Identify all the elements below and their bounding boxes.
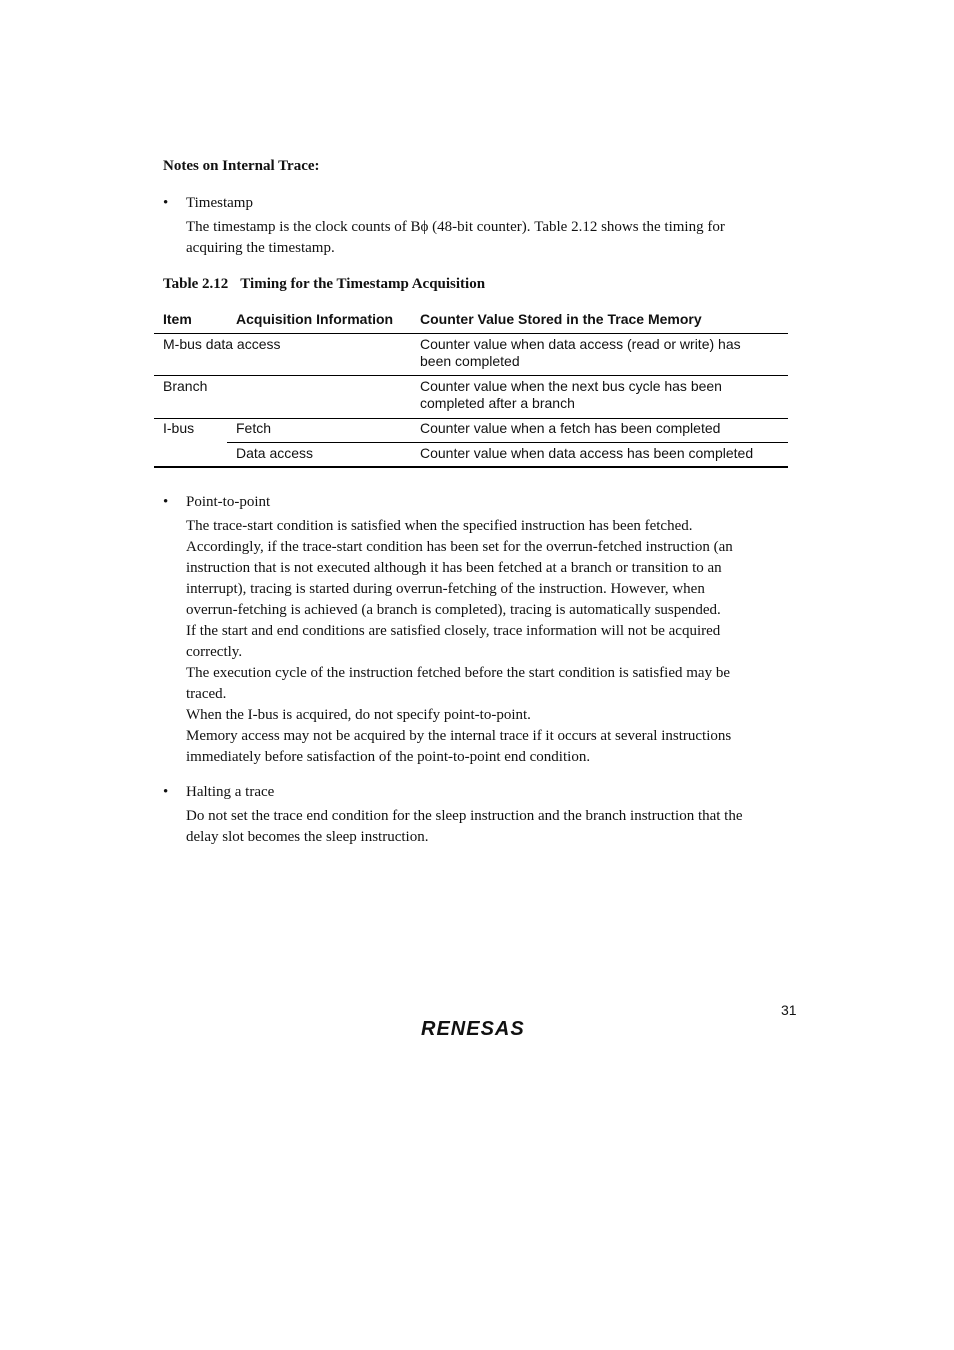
table-rule xyxy=(154,375,788,376)
cell-line: Counter value when the next bus cycle has been xyxy=(420,378,722,394)
table-cell-info: Fetch xyxy=(236,420,272,436)
page-number: 31 xyxy=(781,1002,797,1018)
table-title: Timing for the Timestamp Acquisition xyxy=(240,276,486,292)
table-cell-value xyxy=(420,445,753,462)
table-header-item: Item xyxy=(163,311,192,327)
paragraph-line: The execution cycle of the instruction fetched before the start condition is satisfied may be xyxy=(186,665,730,681)
table-cell-info: Data access xyxy=(236,445,314,461)
paragraph-line: If the start and end conditions are satisfied closely, trace information will not be acquired xyxy=(186,623,721,639)
paragraph-line: Memory access may not be acquired by the internal trace if it occurs at several instructions xyxy=(186,728,732,744)
paragraph-line: The timestamp is the clock counts of Bϕ (48-bit counter). Table 2.12 shows the timing for xyxy=(186,219,725,235)
table-cell-item: Branch xyxy=(163,378,208,394)
table-rule xyxy=(154,418,788,419)
table-rule xyxy=(227,442,788,443)
paragraph-line: Do not set the trace end condition for the sleep instruction and the branch instruction that the xyxy=(186,808,743,824)
table-number: Table 2.12 xyxy=(163,276,229,292)
cell-line: Counter value when data access has been completed xyxy=(420,445,754,461)
paragraph-line: immediately before satisfaction of the point-to-point end condition. xyxy=(186,749,591,765)
table-cell-value xyxy=(420,378,722,412)
table-cell-value xyxy=(420,420,720,437)
paragraph-line: The trace-start condition is satisfied when the specified instruction has been fetched. xyxy=(186,518,693,534)
cell-line: Counter value when data access (read or write) has xyxy=(420,336,741,352)
table-cell-value xyxy=(420,336,741,370)
table-header-acquisition: Acquisition Information xyxy=(236,311,394,327)
cell-line: Counter value when a fetch has been completed xyxy=(420,420,721,436)
halting-paragraph xyxy=(186,806,786,848)
cell-line: been completed xyxy=(420,353,520,369)
bullet-dot: • xyxy=(163,494,169,510)
section-heading: Notes on Internal Trace: xyxy=(163,158,320,174)
table-rule xyxy=(154,333,788,334)
paragraph-line: instruction that is not executed although it has been fetched at a branch or transition to an xyxy=(186,560,722,576)
paragraph-line: Accordingly, if the trace-start condition has been set for the overrun-fetched instruction (an xyxy=(186,539,733,555)
bullet-title-timestamp: Timestamp xyxy=(186,195,253,211)
bullet-title-point-to-point: Point-to-point xyxy=(186,494,271,510)
table-bottom-rule xyxy=(154,466,788,468)
bullet-title-halting: Halting a trace xyxy=(186,784,275,800)
timestamp-paragraph xyxy=(186,217,786,259)
paragraph-line: overrun-fetching is achieved (a branch is completed), tracing is automatically suspended. xyxy=(186,602,721,618)
renesas-logo xyxy=(420,1016,542,1040)
table-header-counter-value: Counter Value Stored in the Trace Memory xyxy=(420,311,702,327)
paragraph-line: interrupt), tracing is started during overrun-fetching of the instruction. However, when xyxy=(186,581,705,597)
paragraph-line: acquiring the timestamp. xyxy=(186,240,335,256)
paragraph-line: When the I-bus is acquired, do not specify point-to-point. xyxy=(186,707,531,723)
bullet-dot: • xyxy=(163,195,169,211)
paragraph-line: correctly. xyxy=(186,644,243,660)
table-cell-item: M-bus data access xyxy=(163,336,281,352)
logo-text: RENESAS xyxy=(421,1018,525,1040)
table-caption xyxy=(163,276,485,293)
table-cell-item: I-bus xyxy=(163,420,195,436)
paragraph-line: traced. xyxy=(186,686,227,702)
cell-line: completed after a branch xyxy=(420,395,575,411)
point-to-point-paragraph xyxy=(186,516,786,768)
paragraph-line: delay slot becomes the sleep instruction. xyxy=(186,829,429,845)
bullet-dot: • xyxy=(163,784,169,800)
